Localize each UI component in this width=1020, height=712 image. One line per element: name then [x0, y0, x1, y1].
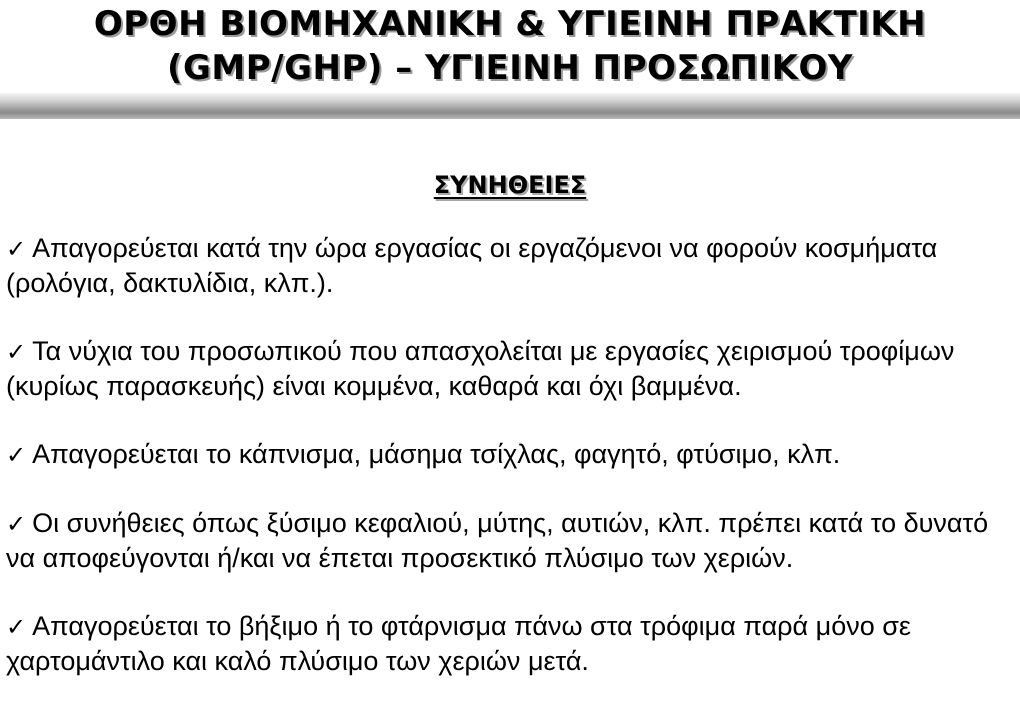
checkmark-icon: ✓ [6, 613, 27, 641]
bullet-text: Απαγορεύεται το κάπνισμα, μάσημα τσίχλας, φαγητό, φτύσιμο, κλπ. [32, 439, 841, 469]
slide-title-line-2: (GMP/GHP) – ΥΓΙΕΙΝΗ ΠΡΟΣΩΠΙΚΟΥ [166, 48, 854, 88]
bullet-item-smoking [6, 437, 1016, 472]
checkmark-icon: ✓ [6, 338, 27, 366]
bullet-item-habits [6, 506, 1016, 575]
bullet-item-coughing [6, 609, 1016, 678]
bullet-text: Απαγορεύεται το βήξιμο ή το φτάρνισμα πάνω στα τρόφιμα παρά μόνο σε χαρτομάντιλο και καλό πλύσιμο των χεριών μετά. [6, 611, 911, 676]
section-heading: ΣΥΝΗΘΕΙΕΣ [433, 171, 587, 199]
slide-title-line-1: ΟΡΘΗ ΒΙΟΜΗΧΑΝΙΚΗ & ΥΓΙΕΙΝΗ ΠΡΑΚΤΙΚΗ [93, 4, 927, 44]
bullet-item-nails [6, 334, 1016, 403]
bullet-text: Οι συνήθειες όπως ξύσιμο κεφαλιού, μύτης, αυτιών, κλπ. πρέπει κατά το δυνατό να αποφεύγονται ή/και να έπεται προσεκτικό πλύσιμο των χεριών. [6, 508, 989, 573]
checkmark-icon: ✓ [6, 441, 27, 469]
bullet-text: Τα νύχια του προσωπικού που απασχολείται με εργασίες χειρισμού τροφίμων (κυρίως παρασκευής) είναι κομμένα, καθαρά και όχι βαμμένα. [6, 336, 955, 401]
checkmark-icon: ✓ [6, 510, 27, 538]
title-divider-bar [0, 93, 1020, 119]
checkmark-icon: ✓ [6, 235, 27, 263]
bullet-list [6, 231, 1016, 712]
slide-title [0, 2, 1020, 90]
bullet-item-jewelry [6, 231, 1016, 300]
bullet-text: Απαγορεύεται κατά την ώρα εργασίας οι εργαζόμενοι να φορούν κοσμήματα (ρολόγια, δακτυλίδια, κλπ.). [6, 233, 938, 298]
